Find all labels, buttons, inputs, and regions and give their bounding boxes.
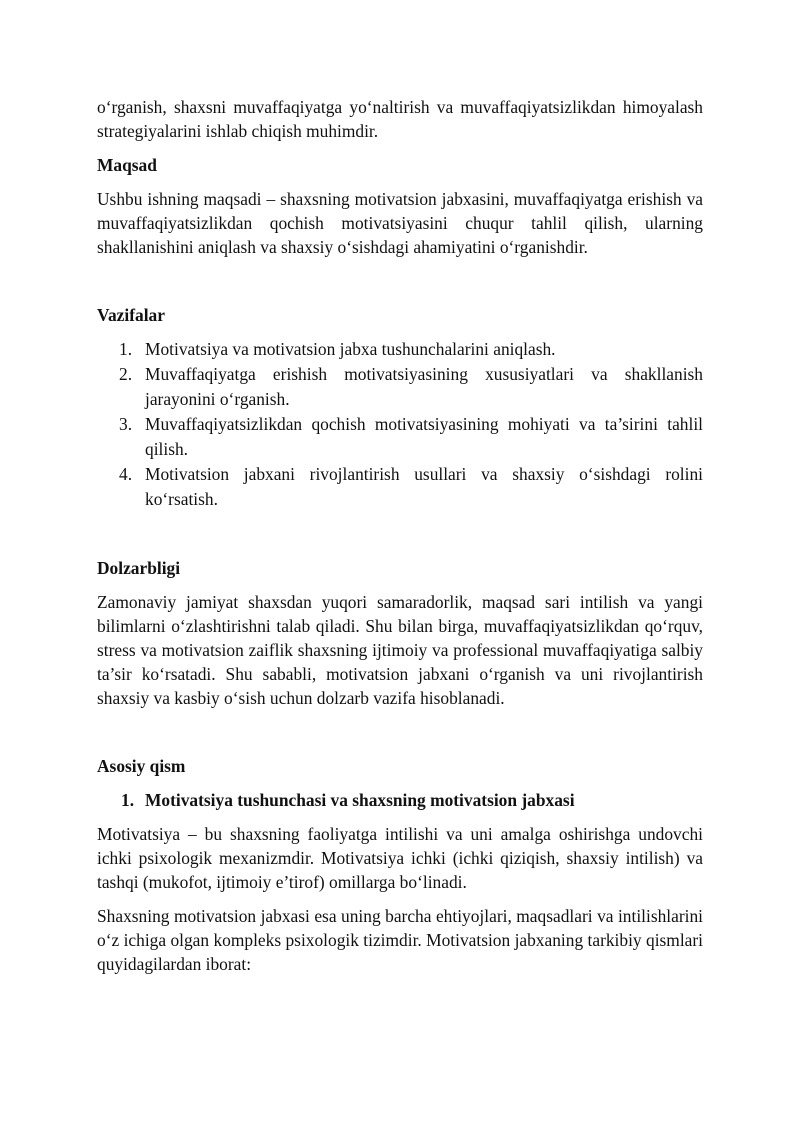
section-title — [97, 788, 703, 812]
section-number: 1. — [121, 790, 135, 810]
maqsad-paragraph: Ushbu ishning maqsadi – shaxsning motivatsion jabxasini, muvaffaqiyatga erishish va muvaffaqiyatsizlikdan qochish motivatsiyasini chuqur tahlil qilish, ularning shakllanishini aniqlash va shaxsiy o‘sishdagi ahamiyatini o‘rganishdir. — [97, 189, 703, 257]
motivatsion-jabxa-paragraph: Shaxsning motivatsion jabxasi esa uning barcha ehtiyojlari, maqsadlari va intilishlarini o‘z ichiga olgan kompleks psixologik tizimdir. Motivatsion jabxaning tarkibiy qismlari quyidagilardan iborat: — [97, 906, 703, 974]
list-item — [97, 462, 703, 512]
motivatsiya-paragraph: Motivatsiya – bu shaxsning faoliyatga intilishi va uni amalga oshirishga undovchi ichki psixologik mexanizmdir. Motivatsiya ichki (ichki qiziqish, shaxsiy intilish) va tashqi (mukofot, ijtimoiy e’tirof) omillarga bo‘linadi. — [97, 824, 703, 892]
list-item-text: Muvaffaqiyatga erishish motivatsiyasining xususiyatlari va shakllanish jarayonini o‘rganish. — [145, 364, 703, 409]
list-item-number: 3. — [119, 414, 133, 434]
list-item-number: 1. — [119, 339, 133, 359]
section-title-text: Motivatsiya tushunchasi va shaxsning motivatsion jabxasi — [145, 790, 575, 810]
vazifalar-heading: Vazifalar — [97, 305, 165, 325]
dolzarbligi-paragraph: Zamonaviy jamiyat shaxsdan yuqori samaradorlik, maqsad sari intilish va yangi bilimlarni o‘zlashtirishni talab qiladi. Shu bilan birga, muvaffaqiyatsizlikdan qo‘rquv, stress va motivatsion zaiflik shaxsning ijtimoiy va professional muvaffaqiyatiga salbiy ta’sir ko‘rsatadi. Shu sababli, motivatsion jabxani o‘rganish va uni rivojlantirish shaxsiy va kasbiy o‘sish uchun dolzarb vazifa hisoblanadi. — [97, 592, 703, 708]
list-item — [97, 362, 703, 412]
intro-paragraph-tail: o‘rganish, shaxsni muvaffaqiyatga yo‘naltirish va muvaffaqiyatsizlikdan himoyalash strategiyalarini ishlab chiqish muhimdir. — [97, 97, 703, 141]
tasks-list — [97, 337, 703, 512]
asosiy-heading: Asosiy qism — [97, 756, 186, 776]
list-item-text: Motivatsiya va motivatsion jabxa tushunchalarini aniqlash. — [145, 339, 556, 359]
maqsad-heading: Maqsad — [97, 155, 157, 175]
list-item-text: Muvaffaqiyatsizlikdan qochish motivatsiyasining mohiyati va ta’sirini tahlil qilish. — [145, 414, 703, 459]
dolzarbligi-heading: Dolzarbligi — [97, 558, 181, 578]
list-item-number: 2. — [119, 364, 133, 384]
list-item — [97, 337, 703, 362]
list-item-text: Motivatsion jabxani rivojlantirish usullari va shaxsiy o‘sishdagi rolini ko‘rsatish. — [145, 464, 703, 509]
list-item — [97, 412, 703, 462]
list-item-number: 4. — [119, 464, 133, 484]
